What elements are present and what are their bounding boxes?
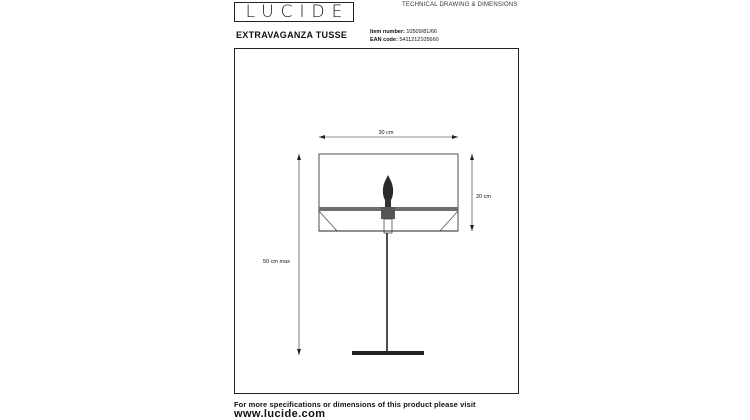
item-number-row [370, 28, 439, 36]
shade-height-arrow-top [470, 154, 474, 160]
technical-drawing-label: TECHNICAL DRAWING & DIMENSIONS [402, 2, 518, 8]
width-arrow-right [452, 135, 458, 139]
shade-height-arrow-bottom [470, 225, 474, 231]
shade-height-label: 20 cm [476, 194, 491, 200]
total-height-arrow-bottom [297, 349, 301, 355]
bulb-socket [385, 200, 391, 207]
technical-drawing-frame [234, 48, 519, 394]
width-label: 30 cm [378, 130, 394, 136]
lamp-base [352, 351, 424, 355]
item-number-label: Item number: [370, 29, 405, 35]
ean-value: 5411212105660 [399, 37, 439, 43]
lucide-logo: LUCIDE [234, 2, 354, 22]
product-title: EXTRAVAGANZA TUSSE [236, 30, 348, 40]
footer-url-link[interactable]: www.lucide.com [234, 408, 326, 420]
lamp-drawing [235, 49, 520, 395]
ean-label: EAN code: [370, 37, 398, 43]
total-height-arrow-top [297, 154, 301, 160]
lamp-holder [381, 207, 395, 219]
ean-row [370, 36, 439, 44]
bulb-icon [383, 175, 393, 200]
product-codes [370, 28, 439, 44]
total-height-label: 50 cm max [263, 259, 290, 265]
item-number-value: 10509/81/66 [406, 29, 437, 35]
footer-more-info: For more specifications or dimensions of this product please visit [234, 400, 476, 409]
width-arrow-left [319, 135, 325, 139]
